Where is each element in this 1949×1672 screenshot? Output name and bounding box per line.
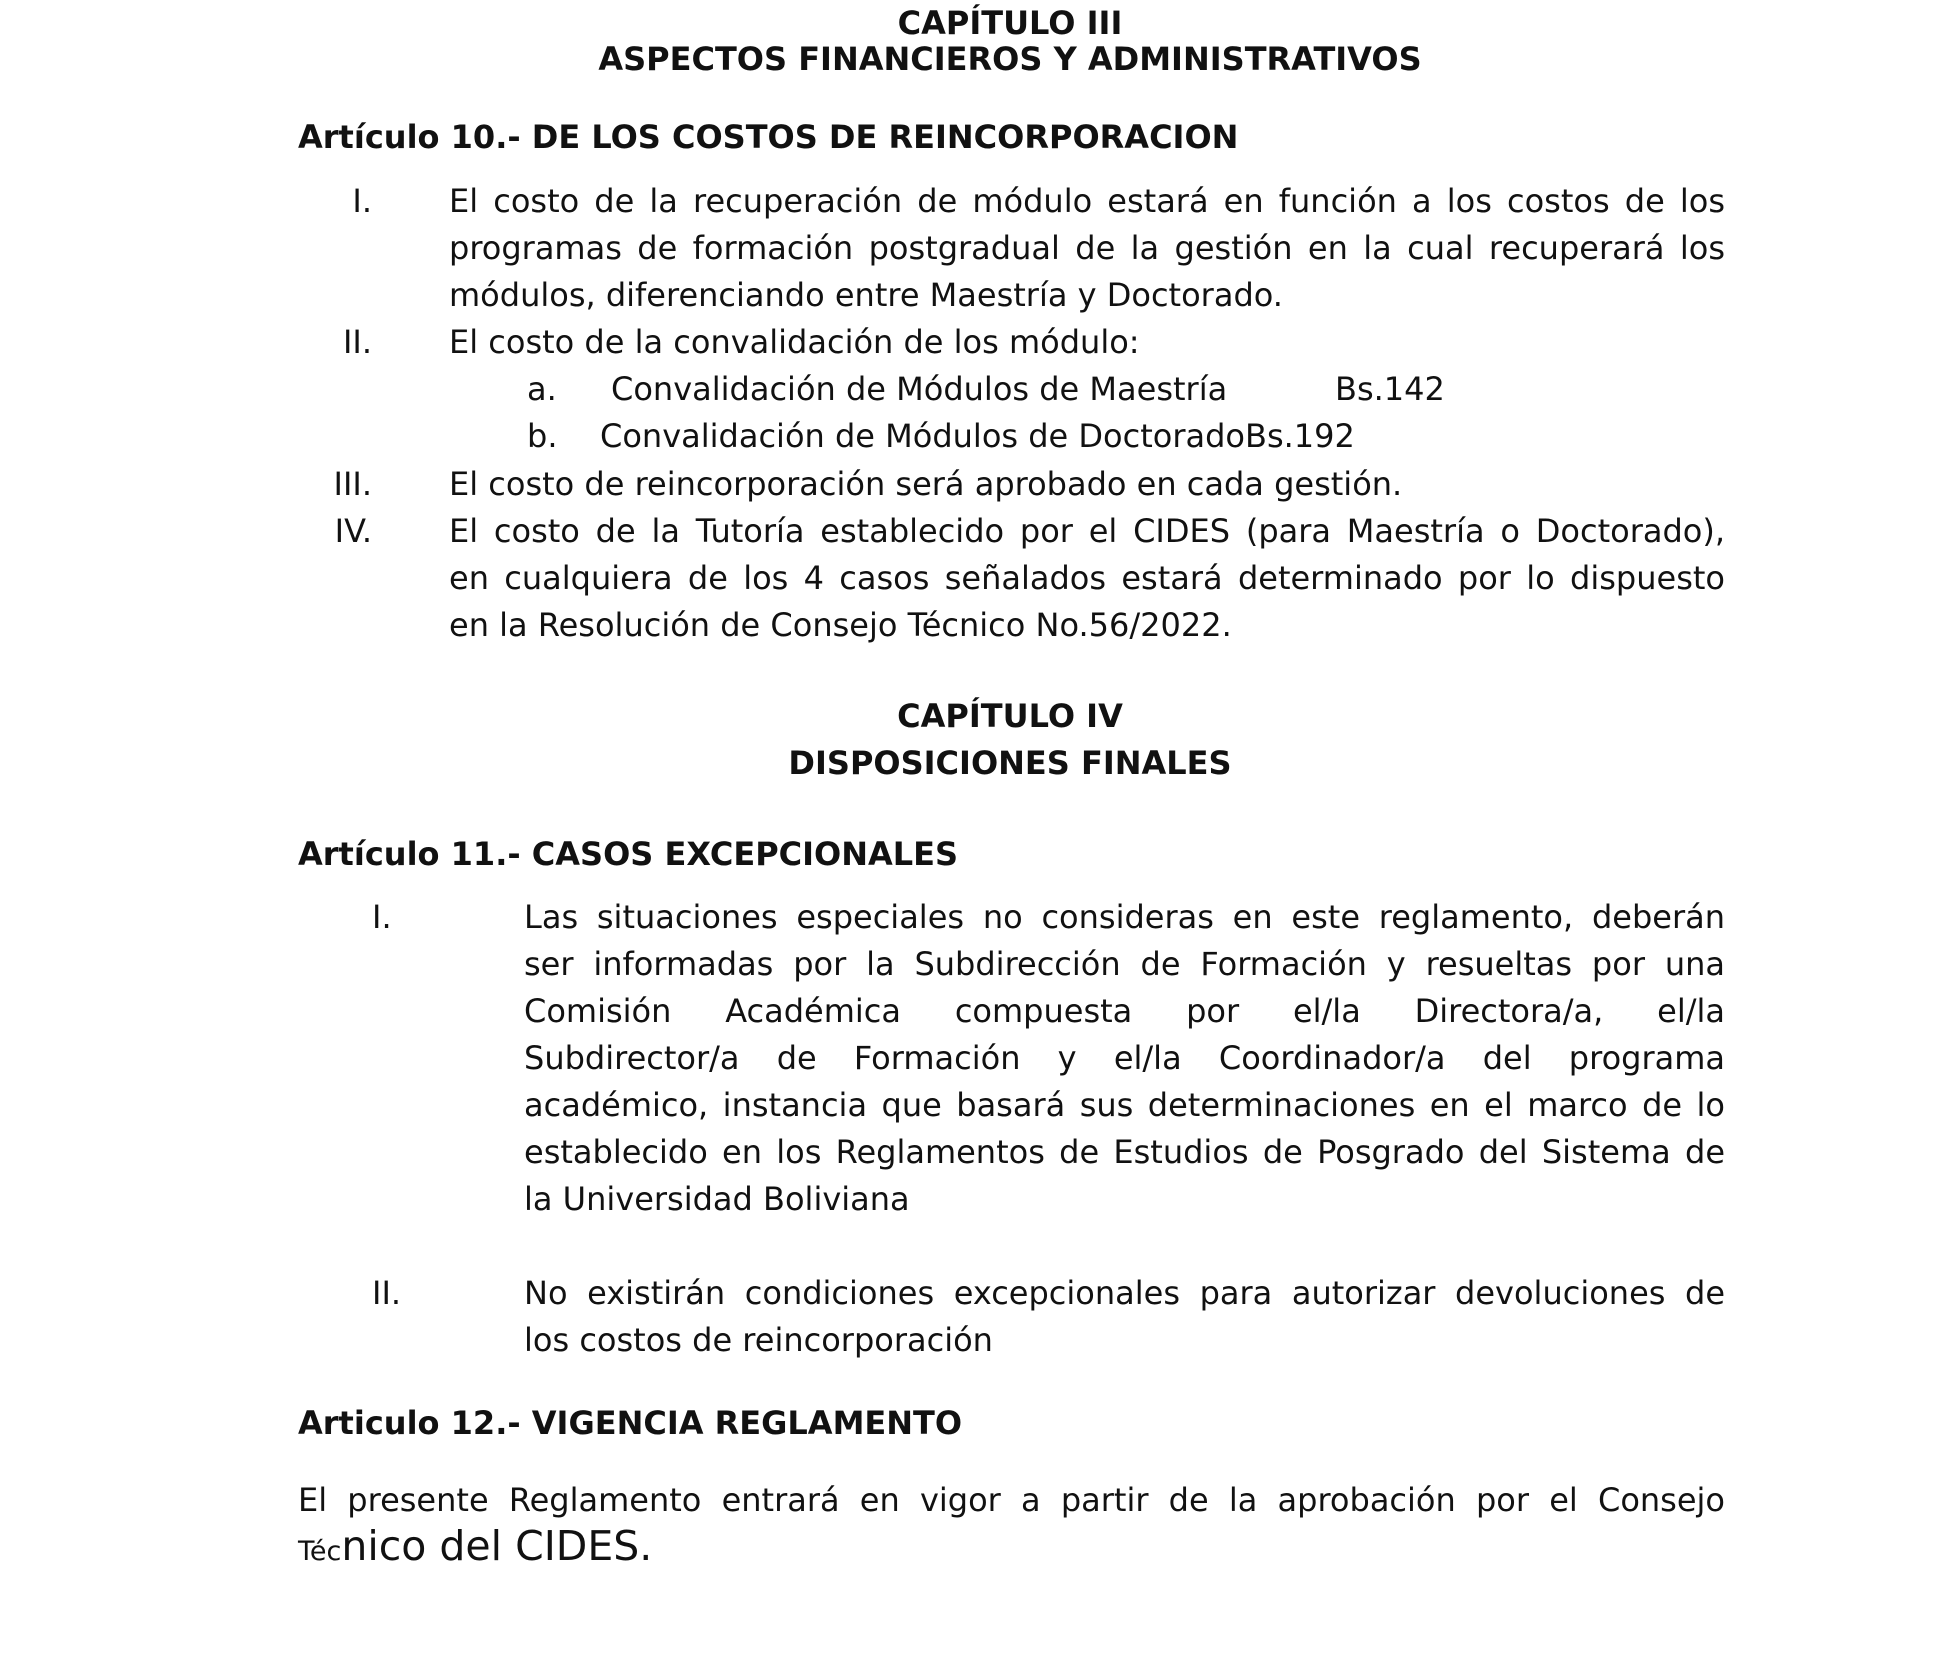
chapter-4-title: CAPÍTULO IV [897,697,1123,735]
sub-item-b-letter: b. [527,417,558,455]
sub-item-b-text: Convalidación de Módulos de DoctoradoBs.192 [600,417,1355,455]
article-11-item-1-line-6: establecido en los Reglamentos de Estudios de Posgrado del Sistema de [524,1133,1725,1171]
article-10-item-1-line-2: programas de formación postgradual de la gestión en la cual recuperará los [449,229,1725,267]
article-12-heading: Articulo 12.- VIGENCIA REGLAMENTO [298,1404,963,1442]
article-12-line-1: El presente Reglamento entrará en vigor a partir de la aprobación por el Consejo [298,1481,1725,1519]
article-11-item-1-line-7: la Universidad Boliviana [524,1180,910,1218]
article-11-item-1-line-4: Subdirector/a de Formación y el/la Coordinador/a del programa [524,1039,1725,1077]
article-10-heading: Artículo 10.- DE LOS COSTOS DE REINCORPORACION [298,118,1239,156]
sub-item-a-amount: Bs.142 [1335,370,1445,408]
chapter-4-subtitle: DISPOSICIONES FINALES [788,744,1232,782]
chapter-3-title: CAPÍTULO III [897,4,1123,42]
article-12-line-2-small-part: Téc [298,1536,342,1567]
article-11-heading: Artículo 11.- CASOS EXCEPCIONALES [298,835,959,873]
article-11-item-1-number: I. [372,898,392,936]
article-12-line-2 [298,1522,652,1570]
article-11-item-1-line-2: ser informadas por la Subdirección de Formación y resueltas por una [524,945,1725,983]
sub-item-a-letter: a. [527,370,557,408]
article-11-item-1-line-5: académico, instancia que basará sus determinaciones en el marco de lo [524,1086,1725,1124]
article-10-item-1-line-3: módulos, diferenciando entre Maestría y Doctorado. [449,276,1283,314]
article-10-item-3-line-1: El costo de reincorporación será aprobado en cada gestión. [449,465,1403,503]
article-11-item-2-line-1: No existirán condiciones excepcionales para autorizar devoluciones de [524,1274,1725,1312]
article-10-item-1-number: I. [352,182,372,220]
article-12-line-2-large-part: nico del CIDES. [341,1522,653,1570]
article-11-item-1-line-1: Las situaciones especiales no consideras en este reglamento, deberán [524,898,1725,936]
article-10-item-4-line-3: en la Resolución de Consejo Técnico No.56/2022. [449,606,1232,644]
article-11-item-2-number: II. [372,1274,402,1312]
chapter-3-subtitle: ASPECTOS FINANCIEROS Y ADMINISTRATIVOS [598,40,1422,78]
sub-item-a-text: Convalidación de Módulos de Maestría [611,370,1228,408]
article-10-item-4-line-2: en cualquiera de los 4 casos señalados estará determinado por lo dispuesto [449,559,1725,597]
article-10-item-3-number: III. [333,465,372,503]
article-10-item-2-number: II. [342,323,372,361]
article-11-item-1-line-3: Comisión Académica compuesta por el/la Directora/a, el/la [524,992,1725,1030]
article-10-item-2-line-1: El costo de la convalidación de los módulo: [449,323,1140,361]
article-11-item-2-line-2: los costos de reincorporación [524,1321,993,1359]
article-10-item-4-number: IV. [334,512,372,550]
article-10-item-4-line-1: El costo de la Tutoría establecido por el CIDES (para Maestría o Doctorado), [449,512,1725,550]
article-10-item-1-line-1: El costo de la recuperación de módulo estará en función a los costos de los [449,182,1725,220]
